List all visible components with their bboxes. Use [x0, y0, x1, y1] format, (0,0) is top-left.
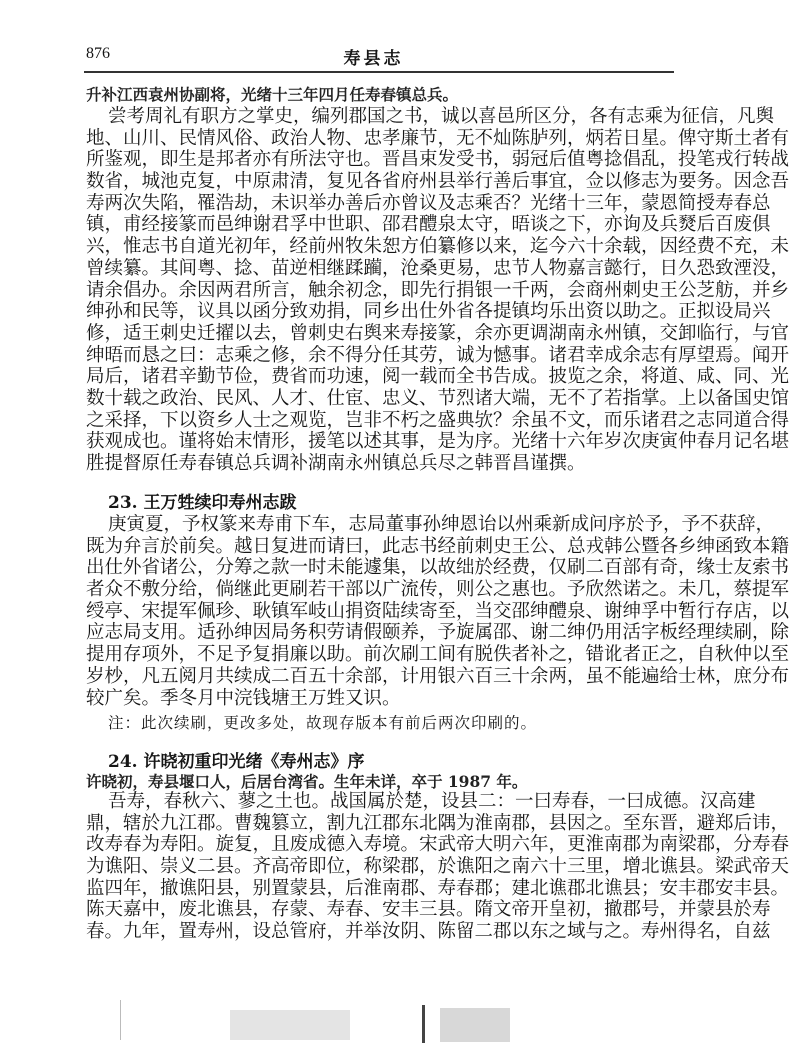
section-24-heading-block: [86, 751, 671, 773]
section-23-note: 注：此次续刷，更改多处，故现存版本有前后两次印刷的。: [108, 714, 538, 732]
text-line: 监四年，撤谯阳县，别置蒙县，后淮南郡、寿春郡；建北谯郡北谯县；安丰郡安丰县。: [86, 877, 789, 899]
text-line: 鼎，辖於九江郡。曹魏篡立，割九江郡东北隅为淮南郡，县因之。至东晋，避郑后讳，: [86, 812, 789, 834]
intro-note: 升补江西袁州协副将，光绪十三年四月任寿春镇总兵。: [86, 85, 459, 104]
text-line: 之采择，下以资乡人士之观览，岂非不朽之盛典欤？余虽不文，而乐诸君之志同道合得: [86, 409, 789, 431]
text-line: 改寿春为寿阳。旋复，且废成德入寿境。宋武帝大明六年，更淮南郡为南梁郡，分寿春: [86, 834, 789, 856]
paragraph-preface-han: [86, 106, 789, 475]
text-line: 应志局支用。适孙绅因局务积劳请假颐养，予旋属邵、谢二绅仍用活字板经理续刷，除: [86, 622, 789, 644]
text-line: 陈天嘉中，废北谯县，存蒙、寿春、安丰三县。隋文帝开皇初，撤郡号，并蒙县於寿: [86, 899, 771, 921]
intro-note-block: [86, 84, 671, 106]
text-line: 请余倡办。余因两君所言，触余初念，即先行捐银一千两，会商州刺史王公芝舫，并乡: [86, 279, 789, 301]
section-23-note-block: [86, 712, 671, 734]
text-line: 胜提督原任寿春镇总兵调补湖南永州镇总兵尽之韩晋昌谨撰。: [86, 453, 586, 474]
text-line: 绅晤而恳之曰：志乘之修，余不得分任其劳，诚为憾事。诸君幸成余志有厚望焉。闻开: [86, 344, 789, 366]
text-line: 所鉴观，即生是邦者亦有所法守也。晋昌束发受书，弱冠后值粤捻倡乱，投笔戎行转战: [86, 149, 789, 171]
text-line: 地、山川、民情风俗、政治人物、忠孝廉节，无不灿陈胪列，炳若日星。俾守斯土者有: [86, 127, 789, 149]
text-line: 尝考周礼有职方之掌史，编列郡国之书，诚以喜邑所区分，各有志乘为征信，凡舆: [108, 106, 775, 127]
text-line: 吾寿，春秋六、蓼之土也。战国属於楚，设县二：一曰寿春，一曰成德。汉高建: [108, 791, 756, 812]
running-title: 寿县志: [343, 49, 404, 69]
text-line: 数十载之政治、民风、人才、仕宦、忠义、节烈诸大端，无不了若指掌。上以备国史馆: [86, 387, 789, 409]
text-line: 岁杪，凡五阅月共续成二百五十余部，计用银六百三十余两，虽不能遍给士林，庶分布: [86, 665, 789, 687]
text-line: 较广矣。季冬月中浣钱塘王万甡又识。: [86, 687, 401, 709]
text-line: 既为弁言於前矣。越日复进而请曰，此志书经前刺史王公、总戎韩公暨各乡绅函致本籍: [86, 535, 789, 557]
text-line: 修，适王刺史迁擢以去，曾刺史右舆来寿接篆，余亦更调湖南永州镇，交卸临行，与官: [86, 322, 789, 344]
text-line: 者众不敷分给，倘继此更刷若干部以广流传，则公之惠也。予欣然诺之。未几，蔡提军: [86, 579, 789, 601]
page-number: 876: [86, 45, 110, 62]
text-line: 数省，城池克复，中原肃清，复见各省府州县举行善后事宜，佥以修志为要务。因念吾: [86, 171, 789, 193]
section-24-bio-block: [86, 771, 671, 793]
text-line: 绅孙和民等，议具以函分致劝捐，同乡出仕外省各提镇均乐出资以助之。正拟设局兴: [86, 301, 771, 323]
text-line: 镇，甫经接篆而邑绅谢君孚中世职、邵君醴泉太守，晤谈之下，亦询及兵燹后百废俱: [86, 214, 771, 236]
section-24-bio: 许晓初，寿县堰口人，后居台湾省。生年未详，卒于 1987 年。: [86, 772, 528, 791]
section-23-heading-block: [86, 492, 671, 514]
text-line: 春。九年，置寿州，设总管府，并举汝阴、陈留二郡以东之域与之。寿州得名，自兹: [86, 921, 771, 943]
scan-artifact: [230, 1010, 350, 1040]
text-line: 局后，诸君辛勤节俭，费省而功速，阅一载而全书告成。披览之余，将道、咸、同、光: [86, 366, 789, 388]
section-24-heading: 24. 许晓初重印光绪《寿州志》序: [108, 752, 365, 772]
paragraph-section-23: [86, 514, 789, 709]
text-line: 获观成也。谨将始末情形，援笔以述其事，是为序。光绪十六年岁次庚寅仲春月记名堪: [86, 431, 789, 453]
text-line: 寿两次失陷，罹浩劫，未识举办善后亦曾议及志乘否？光绪十三年，蒙恩简授寿春总: [86, 192, 771, 214]
text-line: 为谯阳、崇义二县。齐高帝即位，称梁郡，於谯阳之南六十三里，增北谯县。梁武帝天: [86, 856, 789, 878]
scan-artifact: [422, 1005, 425, 1043]
paragraph-section-24: [86, 791, 789, 943]
scan-artifact: [120, 1000, 121, 1040]
scan-artifact: [440, 1008, 510, 1042]
text-line: 提用存项外，不足予复捐廉以助。前次刷工间有脱佚者补之，错讹者正之，自秋仲以至: [86, 644, 789, 666]
text-line: 出仕外省诸公，分筹之款一时未能遽集，以故绌於经费，仅刷二百部有奇，缘士友索书: [86, 557, 789, 579]
text-line: 绶亭、宋提军佩珍、耿镇军岐山捐资陆续寄至，当交邵绅醴泉、谢绅孚中暂行存店，以: [86, 600, 789, 622]
text-line: 兴，惟志书自道光初年，经前州牧朱恕方伯纂修以来，迄今六十余载，因经费不充，未: [86, 236, 789, 258]
section-23-heading: 23. 王万甡续印寿州志跋: [108, 493, 297, 513]
text-line: 庚寅夏，予权篆来寿甫下车，志局董事孙绅恩诒以州乘新成问序於予，予不获辞，: [108, 514, 775, 535]
header-rule: [84, 71, 674, 73]
text-line: 曾续纂。其间粤、捻、苗逆相继蹂躏，沧桑更易，忠节人物嘉言懿行，日久恐致湮没，: [86, 257, 789, 279]
